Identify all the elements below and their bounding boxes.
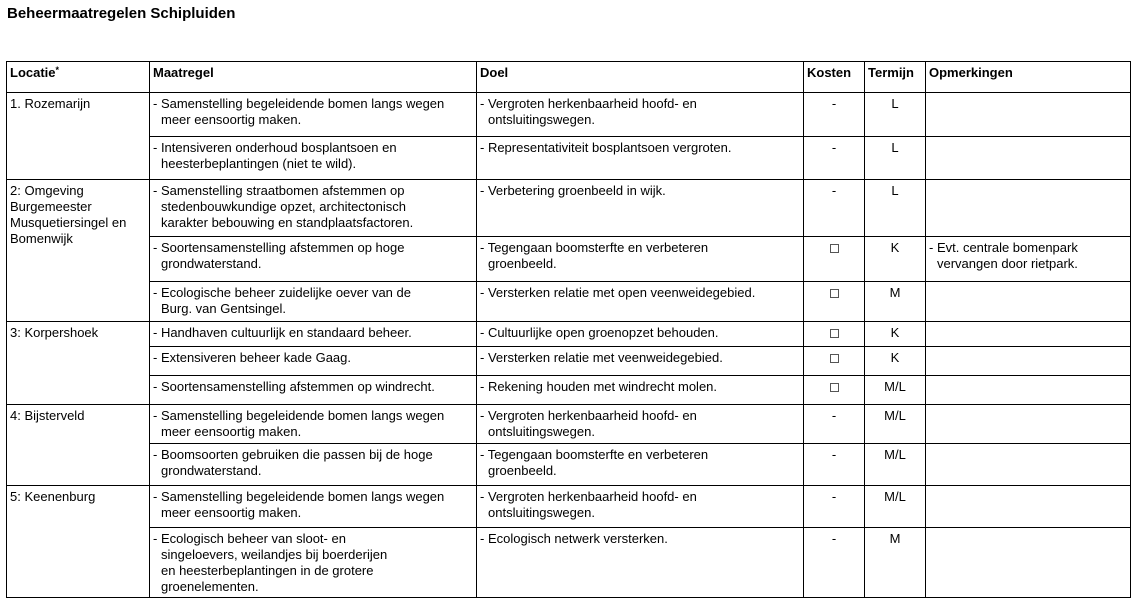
maatregel-text: - Samenstelling begeleidende bomen langs wegen meer eensoortig maken.: [153, 408, 445, 439]
opmerkingen-cell: [926, 444, 1131, 486]
maatregel-cell: [150, 347, 477, 376]
opmerkingen-cell: [926, 137, 1131, 180]
doel-cell: [477, 237, 804, 282]
kosten-cell: [804, 376, 865, 405]
header-locatie-footnote-mark: *: [55, 65, 60, 75]
page-title: Beheermaatregelen Schipluiden: [7, 5, 236, 22]
kosten-cell: [804, 444, 865, 486]
doel-text: - Ecologisch netwerk versterken.: [480, 531, 668, 546]
termijn-cell: [865, 237, 926, 282]
kosten-cell: [804, 180, 865, 237]
doel-cell: [477, 376, 804, 405]
doel-text: - Versterken relatie met veenweidegebied.: [480, 350, 723, 365]
location-cell: [7, 180, 150, 322]
termijn-value: L: [891, 183, 899, 198]
kosten-value: -: [831, 140, 837, 155]
location-cell: [7, 93, 150, 180]
doel-text: - Representativiteit bosplantsoen vergroten.: [480, 140, 732, 155]
doel-cell: [477, 180, 804, 237]
kosten-cell: [804, 528, 865, 598]
maatregel-cell: [150, 322, 477, 347]
termijn-value: M/L: [884, 379, 906, 394]
opmerkingen-cell: [926, 376, 1131, 405]
maatregel-text: - Ecologische beheer zuidelijke oever van de Burg. van Gentsingel.: [153, 285, 411, 316]
doel-cell: [477, 405, 804, 444]
doel-cell: [477, 347, 804, 376]
termijn-cell: [865, 528, 926, 598]
table-row: [7, 237, 1131, 282]
location-cell: [7, 322, 150, 405]
header-maatregel: Maatregel: [150, 62, 477, 93]
maatregel-text: - Boomsoorten gebruiken die passen bij de hoge grondwaterstand.: [153, 447, 433, 478]
maatregel-cell: [150, 486, 477, 528]
square-box-icon: [830, 329, 839, 338]
location-name: 2: Omgeving Burgemeester Musquetiersingel en Bomenwijk: [10, 183, 127, 246]
doel-cell: [477, 93, 804, 137]
kosten-cell: [804, 486, 865, 528]
header-doel: Doel: [477, 62, 804, 93]
kosten-value: -: [831, 408, 837, 423]
table-row: [7, 282, 1131, 322]
opmerkingen-text: - Evt. centrale bomenpark vervangen door rietpark.: [929, 240, 1078, 271]
termijn-cell: [865, 322, 926, 347]
square-box-icon: [830, 383, 839, 392]
maatregel-text: - Soortensamenstelling afstemmen op windrecht.: [153, 379, 435, 394]
opmerkingen-cell: [926, 237, 1131, 282]
location-cell: [7, 405, 150, 486]
termijn-cell: [865, 180, 926, 237]
doel-text: - Tegengaan boomsterfte en verbeteren groenbeeld.: [480, 240, 709, 271]
kosten-cell: [804, 137, 865, 180]
kosten-value: -: [831, 531, 837, 546]
header-opmerkingen: Opmerkingen: [926, 62, 1131, 93]
doel-text: - Versterken relatie met open veenweidegebied.: [480, 285, 756, 300]
termijn-value: L: [891, 140, 899, 155]
kosten-cell: [804, 322, 865, 347]
termijn-cell: [865, 486, 926, 528]
opmerkingen-cell: [926, 282, 1131, 322]
doel-text: - Vergroten herkenbaarheid hoofd- en ontsluitingswegen.: [480, 96, 697, 127]
termijn-value: K: [890, 350, 900, 365]
maatregel-text: - Ecologisch beheer van sloot- en singeloevers, weilandjes bij boerderijen en heesterbeplantingen in de grotere groenelementen.: [153, 531, 388, 594]
doel-text: - Tegengaan boomsterfte en verbeteren groenbeeld.: [480, 447, 709, 478]
location-name: 5: Keenenburg: [10, 489, 96, 504]
header-locatie-label: Locatie: [10, 65, 56, 80]
table-row: [7, 528, 1131, 598]
doel-text: - Vergroten herkenbaarheid hoofd- en ontsluitingswegen.: [480, 489, 697, 520]
termijn-cell: [865, 405, 926, 444]
termijn-value: L: [891, 96, 899, 111]
doel-text: - Rekening houden met windrecht molen.: [480, 379, 718, 394]
table-row: [7, 180, 1131, 237]
kosten-value: -: [831, 489, 837, 504]
maatregel-cell: [150, 237, 477, 282]
kosten-value: -: [831, 447, 837, 462]
kosten-cell: [804, 93, 865, 137]
termijn-value: K: [890, 240, 900, 255]
opmerkingen-cell: [926, 486, 1131, 528]
kosten-cell: [804, 405, 865, 444]
table-row: [7, 486, 1131, 528]
maatregel-text: - Soortensamenstelling afstemmen op hoge grondwaterstand.: [153, 240, 405, 271]
maatregel-cell: [150, 444, 477, 486]
header-termijn: Termijn: [865, 62, 926, 93]
maatregel-cell: [150, 137, 477, 180]
opmerkingen-cell: [926, 347, 1131, 376]
maatregel-cell: [150, 180, 477, 237]
termijn-value: M/L: [884, 447, 906, 462]
termijn-cell: [865, 282, 926, 322]
table-row: [7, 137, 1131, 180]
location-name: 3: Korpershoek: [10, 325, 99, 340]
termijn-cell: [865, 376, 926, 405]
table-body: [7, 93, 1131, 598]
kosten-value: -: [831, 96, 837, 111]
termijn-value: K: [890, 325, 900, 340]
maatregel-cell: [150, 405, 477, 444]
kosten-cell: [804, 237, 865, 282]
maatregel-cell: [150, 376, 477, 405]
maatregel-cell: [150, 528, 477, 598]
doel-cell: [477, 322, 804, 347]
termijn-value: M/L: [884, 489, 906, 504]
kosten-cell: [804, 347, 865, 376]
maatregel-text: - Samenstelling begeleidende bomen langs wegen meer eensoortig maken.: [153, 489, 445, 520]
table-row: [7, 444, 1131, 486]
termijn-cell: [865, 347, 926, 376]
doel-cell: [477, 486, 804, 528]
table-row: [7, 405, 1131, 444]
termijn-value: M: [889, 531, 901, 546]
opmerkingen-cell: [926, 405, 1131, 444]
location-name: 4: Bijsterveld: [10, 408, 85, 423]
maatregel-cell: [150, 282, 477, 322]
square-box-icon: [830, 244, 839, 253]
square-box-icon: [830, 354, 839, 363]
termijn-value: M/L: [884, 408, 906, 423]
maatregel-cell: [150, 93, 477, 137]
kosten-cell: [804, 282, 865, 322]
table-header-row: [7, 62, 1131, 93]
location-name: 1. Rozemarijn: [10, 96, 91, 111]
doel-cell: [477, 137, 804, 180]
maatregel-text: - Intensiveren onderhoud bosplantsoen en heesterbeplantingen (niet te wild).: [153, 140, 397, 171]
maatregel-text: - Extensiveren beheer kade Gaag.: [153, 350, 352, 365]
maatregel-text: - Samenstelling straatbomen afstemmen op stedenbouwkundige opzet, architectonisch karakter bebouwing en standplaatsfactoren.: [153, 183, 414, 230]
doel-cell: [477, 528, 804, 598]
square-box-icon: [830, 289, 839, 298]
doel-text: - Verbetering groenbeeld in wijk.: [480, 183, 666, 198]
location-cell: [7, 486, 150, 598]
opmerkingen-cell: [926, 528, 1131, 598]
kosten-value: -: [831, 183, 837, 198]
opmerkingen-cell: [926, 93, 1131, 137]
doel-text: - Cultuurlijke open groenopzet behouden.: [480, 325, 719, 340]
termijn-cell: [865, 444, 926, 486]
table-row: [7, 376, 1131, 405]
termijn-cell: [865, 137, 926, 180]
maatregel-text: - Samenstelling begeleidende bomen langs wegen meer eensoortig maken.: [153, 96, 445, 127]
measures-table: [6, 61, 1131, 598]
termijn-value: M: [889, 285, 901, 300]
header-locatie: [7, 62, 150, 93]
opmerkingen-cell: [926, 322, 1131, 347]
table-row: [7, 347, 1131, 376]
table-row: [7, 322, 1131, 347]
termijn-cell: [865, 93, 926, 137]
doel-text: - Vergroten herkenbaarheid hoofd- en ontsluitingswegen.: [480, 408, 697, 439]
maatregel-text: - Handhaven cultuurlijk en standaard beheer.: [153, 325, 412, 340]
opmerkingen-cell: [926, 180, 1131, 237]
doel-cell: [477, 444, 804, 486]
header-kosten: Kosten: [804, 62, 865, 93]
table-row: [7, 93, 1131, 137]
doel-cell: [477, 282, 804, 322]
